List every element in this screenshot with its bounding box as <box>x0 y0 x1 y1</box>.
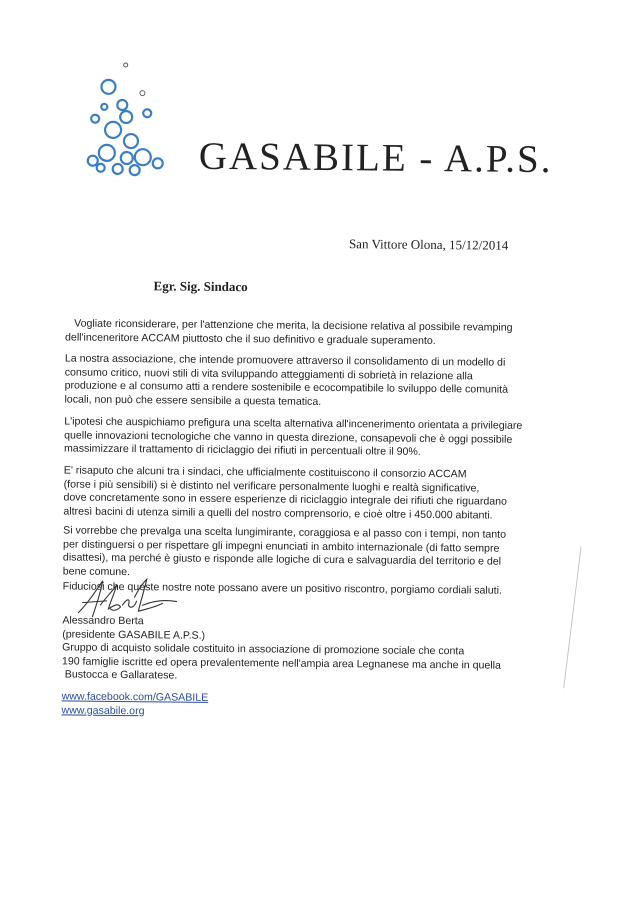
stray-pen-mark <box>558 542 589 692</box>
signature-block <box>62 614 502 686</box>
organization-title: GASABILE - A.P.S. <box>198 134 553 182</box>
contact-links <box>61 690 208 719</box>
signer-name: Alessandro Berta <box>62 614 144 628</box>
org-description-line-1: Gruppo di acquisto solidale costituito in associazione di promozione sociale che conta <box>62 641 465 658</box>
paragraph-2: La nostra associazione, che intende promuovere attraverso il consolidamento di un modello di consumo critico, nuovi stili di vita sviluppando atteggiamenti di sobrietà in relazione alla produzione e al consumo atti a rendere sostenibile e ecocompatibile lo sviluppo delle comunità locali, non può che essere sensibile a questa tematica. <box>64 352 509 408</box>
facebook-link[interactable]: www.facebook.com/GASABILE <box>61 690 209 704</box>
paragraph-1: Vogliate riconsiderare, per l'attenzione che merita, la decisione relativa al possibile revamping dell'inceneritore ACCAM piuttosto che il suo definitivo e graduale superamento. <box>65 317 513 347</box>
paragraph-4: E' risaputo che alcuni tra i sindaci, che ufficialmente costituiscono il consorzio ACCAM (forse i più sensibili) si è distinto nel verificare personalmente luoghi e realtà significative, dove concretamente sono in essere esperienze di riciclaggio integrale dei rifiuti che riguardano altresì bacini di utenza simili a quelli del nostro comprensorio, e cioè oltre i 450.000 abitanti. <box>63 464 508 522</box>
salutation: Egr. Sig. Sindaco <box>153 278 248 295</box>
bubbles-logo-icon <box>73 53 174 179</box>
org-description-line-3: Bustocca e Gallaratese. <box>64 668 178 682</box>
paragraph-5: Si vorrebbe che prevalga una scelta lungimirante, coraggiosa e al passo con i tempi, non tanto per distinguersi o per rispettare gli impegni enunciati in ambito internazionale (di fatto sempre disattesi), ma perché è giusto e risponde alle logiche di cura e salvaguardia del territorio e del bene comune. <box>62 524 507 578</box>
closing-paragraph: Fiduciosi che queste nostre note possano avere un positivo riscontro, porgiamo cordiali saluti. <box>62 580 503 597</box>
signer-role: (presidente GASABILE A.P.S.) <box>62 628 206 642</box>
website-link[interactable]: www.gasabile.org <box>61 704 145 717</box>
org-description-line-2: 190 famiglie iscritte ed opera prevalentemente nell'ampia area Legnanese ma anche in quella <box>61 655 501 672</box>
paragraph-3: L'ipotesi che auspichiamo prefigura una scelta alternativa all'incenerimento orientata a privilegiare quelle innovazioni tecnologiche che vanno in questa direzione, consapevoli che è oggi possibile massimizzare il trattamento di riciclaggio dei rifiuti in percentuali oltre il 90%. <box>63 415 523 459</box>
date-line: San Vittore Olona, 15/12/2014 <box>348 236 509 253</box>
